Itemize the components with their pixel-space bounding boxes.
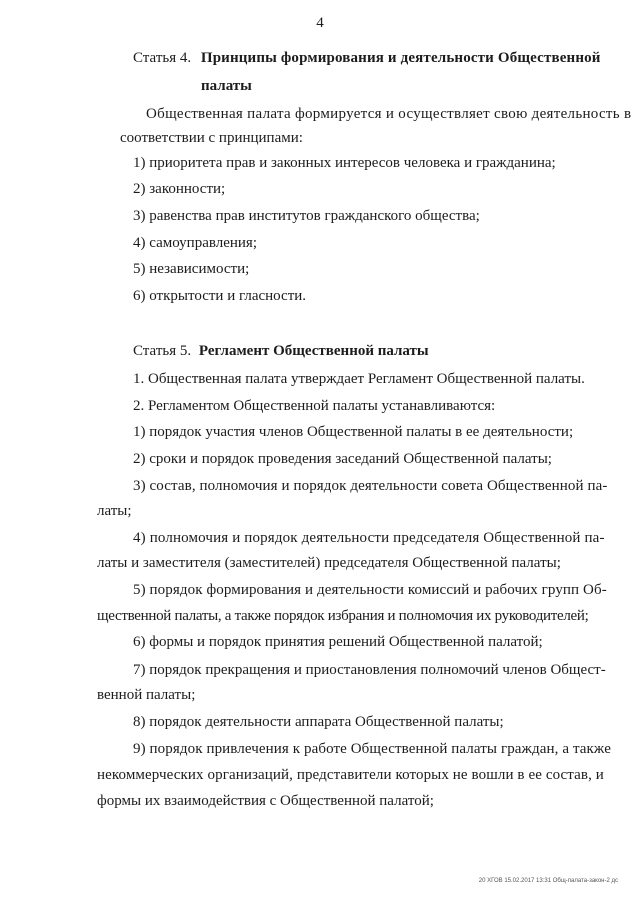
article-4-intro: Общественная палата формируется и осуществляет свою деятельность в — [146, 106, 632, 122]
article-4-title: Принципы формирования и деятельности Общественной — [200, 50, 601, 66]
article-5-item: 6) формы и порядок принятия решений Общественной палатой; — [133, 634, 543, 650]
article-5-item-continued: венной палаты; — [97, 687, 196, 703]
article-5-item: 3) состав, полномочия и порядок деятельности совета Общественной па- — [133, 478, 608, 494]
article-5-label: Статья 5. — [133, 343, 192, 359]
article-5-item: 5) порядок формирования и деятельности комиссий и рабочих групп Об- — [133, 582, 607, 598]
article-4-item: 6) открытости и гласности. — [133, 288, 307, 304]
article-5-item: 7) порядок прекращения и приостановления полномочий членов Общест- — [133, 662, 606, 678]
article-4-item: 5) независимости; — [133, 261, 250, 277]
article-5-paragraph-2: 2. Регламентом Общественной палаты устанавливаются: — [133, 398, 496, 414]
article-4-heading — [133, 48, 601, 68]
article-4-item: 1) приоритета прав и законных интересов человека и гражданина; — [133, 155, 556, 171]
article-5-title: Регламент Общественной палаты — [198, 343, 429, 359]
article-5-item-continued: формы их взаимодействия с Общественной палатой; — [97, 793, 434, 809]
article-5-heading — [133, 341, 429, 361]
article-5-item: 2) сроки и порядок проведения заседаний Общественной палаты; — [133, 451, 552, 467]
article-5-item: 9) порядок привлечения к работе Общественной палаты граждан, а также — [133, 741, 611, 757]
article-5-item: 8) порядок деятельности аппарата Общественной палаты; — [133, 714, 504, 730]
article-4-title-continued: палаты — [201, 78, 252, 94]
article-4-item: 2) законности; — [133, 181, 226, 197]
article-5-paragraph-1: 1. Общественная палата утверждает Регламент Общественной палаты. — [133, 371, 585, 387]
document-footer-stamp: 20 ХГОВ 15.02.2017 13:31 Общ-палата-закон-2 дс — [478, 878, 618, 884]
article-5-item-continued: латы; — [97, 503, 132, 519]
article-5-item: 4) полномочия и порядок деятельности председателя Общественной па- — [133, 530, 605, 546]
article-5-item-continued: щественной палаты, а также порядок избрания и полномочия их руководителей; — [97, 608, 589, 624]
article-4-item: 4) самоуправления; — [133, 235, 257, 251]
page-number: 4 — [316, 15, 324, 31]
article-5-item: 1) порядок участия членов Общественной палаты в ее деятельности; — [133, 424, 574, 440]
article-4-item: 3) равенства прав институтов гражданского общества; — [133, 208, 480, 224]
article-4-label: Статья 4. — [133, 50, 192, 66]
article-5-item-continued: латы и заместителя (заместителей) председателя Общественной палаты; — [97, 555, 561, 571]
article-5-item-continued: некоммерческих организаций, представители которых не вошли в ее состав, и — [97, 767, 604, 783]
article-4-intro-continued: соответствии с принципами: — [120, 130, 303, 146]
